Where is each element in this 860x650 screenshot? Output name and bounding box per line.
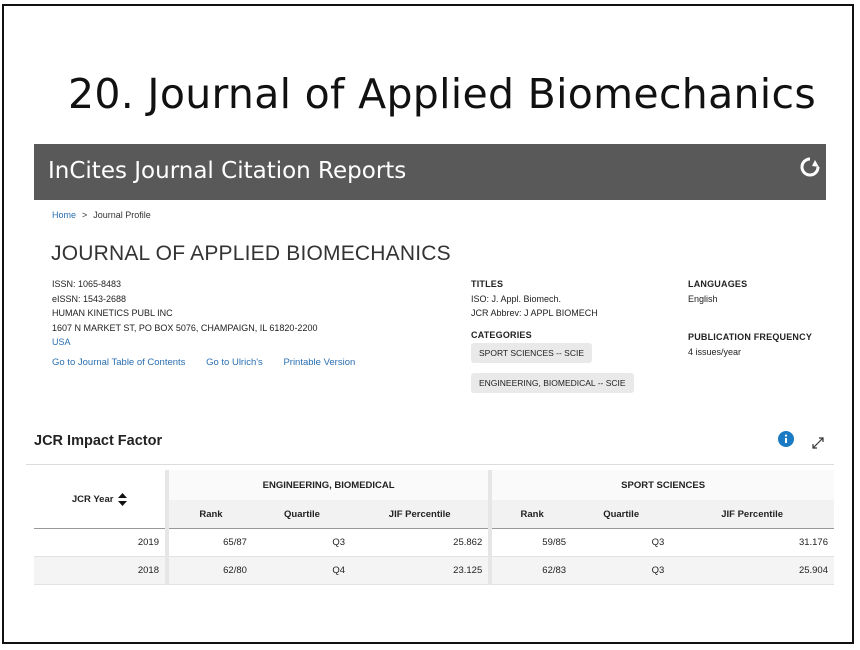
categories-label: CATEGORIES (471, 330, 532, 340)
refresh-icon[interactable] (800, 156, 820, 178)
percentile-cell: 31.176 (670, 529, 834, 557)
col-header-quartile: Quartile (572, 500, 670, 529)
expand-icon[interactable] (811, 436, 825, 450)
issn: ISSN: 1065-8483 (52, 279, 122, 289)
app-title: InCites Journal Citation Reports (48, 158, 407, 184)
year-cell: 2019 (34, 529, 167, 557)
category-chip: SPORT SCIENCES -- SCIE (471, 343, 592, 363)
printable-link[interactable]: Printable Version (283, 357, 356, 368)
app-header (34, 144, 826, 200)
breadcrumb-separator: > (82, 210, 88, 220)
jcr-table (34, 470, 834, 585)
frequency-label: PUBLICATION FREQUENCY (688, 332, 813, 342)
quartile-cell: Q3 (572, 557, 670, 585)
eissn: eISSN: 1543-2688 (52, 293, 127, 304)
frequency-section (688, 330, 812, 359)
slide-title: 20. Journal of Applied Biomechanics (68, 70, 816, 118)
categories-section (471, 330, 634, 403)
journal-name: JOURNAL OF APPLIED BIOMECHANICS (51, 242, 451, 265)
language-value: English (688, 293, 718, 304)
jcr-year-label: JCR Year (71, 493, 114, 505)
col-header-quartile: Quartile (253, 500, 351, 529)
titles-section (471, 277, 598, 321)
jcr-impact-factor-title: JCR Impact Factor (34, 433, 163, 449)
table-row (34, 529, 834, 557)
col-header-rank: Rank (490, 500, 572, 529)
breadcrumb-home-link[interactable]: Home (52, 210, 77, 220)
journal-meta (52, 277, 317, 350)
sort-icon[interactable] (118, 493, 127, 506)
col-header-rank: Rank (167, 500, 253, 529)
quartile-cell: Q3 (253, 529, 351, 557)
rank-cell: 65/87 (167, 529, 253, 557)
languages-label: LANGUAGES (688, 279, 748, 289)
group-header-sport: SPORT SCIENCES (490, 470, 834, 500)
quartile-cell: Q4 (253, 557, 351, 585)
titles-label: TITLES (471, 279, 504, 289)
publisher: HUMAN KINETICS PUBL INC (52, 308, 173, 318)
ulrich-link[interactable]: Go to Ulrich's (206, 357, 263, 368)
jcr-year-header[interactable] (34, 470, 167, 529)
languages-section (688, 277, 747, 306)
rank-cell: 62/83 (490, 557, 572, 585)
group-header-engineering: ENGINEERING, BIOMEDICAL (167, 470, 490, 500)
col-header-jif-percentile: JIF Percentile (670, 500, 834, 529)
year-cell: 2018 (34, 557, 167, 585)
rank-cell: 59/85 (490, 529, 572, 557)
quartile-cell: Q3 (572, 529, 670, 557)
rank-cell: 62/80 (167, 557, 253, 585)
section-divider (26, 464, 834, 465)
frequency-value: 4 issues/year (688, 346, 742, 357)
jcr-abbrev: JCR Abbrev: J APPL BIOMECH (471, 308, 598, 318)
col-header-jif-percentile: JIF Percentile (351, 500, 490, 529)
breadcrumb (52, 210, 151, 220)
percentile-cell: 25.904 (670, 557, 834, 585)
percentile-cell: 25.862 (351, 529, 490, 557)
table-row (34, 557, 834, 585)
breadcrumb-current: Journal Profile (93, 210, 151, 220)
category-chip: ENGINEERING, BIOMEDICAL -- SCIE (471, 373, 634, 393)
journal-links (52, 357, 373, 368)
toc-link[interactable]: Go to Journal Table of Contents (52, 357, 186, 368)
iso-title: ISO: J. Appl. Biomech. (471, 293, 562, 304)
country-link[interactable]: USA (52, 337, 71, 347)
percentile-cell: 23.125 (351, 557, 490, 585)
address: 1607 N MARKET ST, PO BOX 5076, CHAMPAIGN, IL 61820-2200 (52, 322, 318, 333)
info-icon[interactable] (778, 431, 794, 447)
